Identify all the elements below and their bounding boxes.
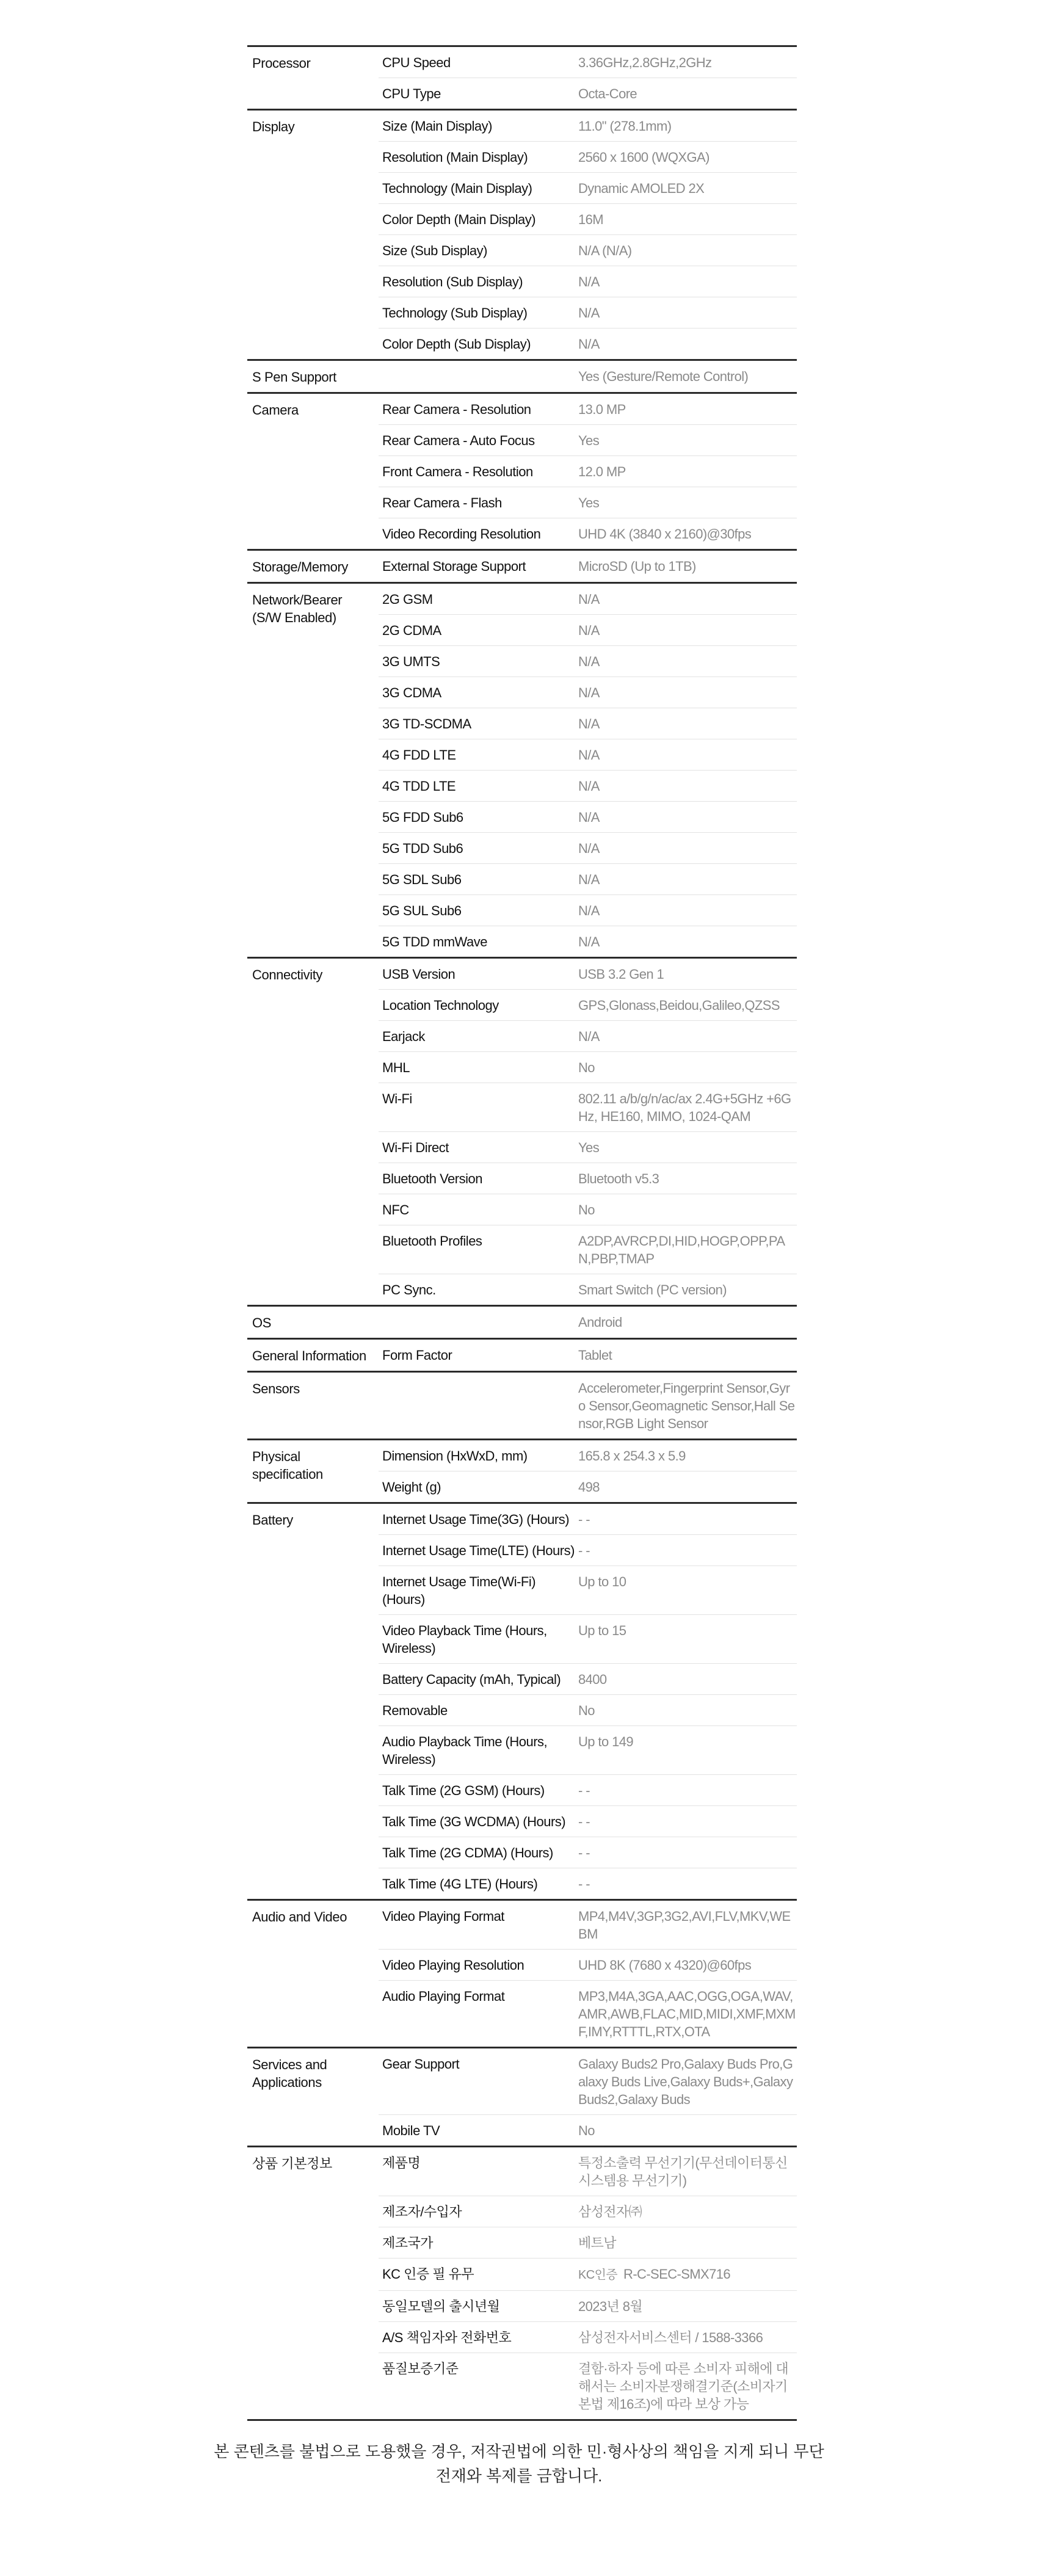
section-rows	[379, 2147, 797, 2419]
spec-row	[379, 424, 797, 455]
spec-row	[379, 455, 797, 487]
spec-label: Audio Playing Format	[382, 1989, 505, 2004]
spec-value: N/A	[578, 654, 600, 669]
spec-value: - -	[578, 1543, 590, 1558]
section-rows	[379, 584, 797, 957]
spec-value: N/A	[578, 903, 600, 918]
spec-label: CPU Speed	[382, 55, 451, 70]
spec-row	[379, 1083, 797, 1131]
spec-value: Accelerometer,Fingerprint Sensor,Gyro Sensor,Geomagnetic Sensor,Hall Sensor,RGB Light Sensor	[578, 1381, 795, 1431]
spec-value: 16M	[578, 212, 603, 227]
section-title: Sensors	[252, 1381, 300, 1396]
spec-section	[247, 549, 797, 582]
spec-label: Size (Main Display)	[382, 118, 492, 134]
section-rows	[379, 361, 797, 392]
spec-label: USB Version	[382, 967, 455, 982]
spec-value: MicroSD (Up to 1TB)	[578, 559, 696, 574]
spec-value: N/A	[578, 623, 600, 638]
spec-value: N/A	[578, 841, 600, 856]
spec-label: Wi-Fi	[382, 1091, 412, 1106]
spec-label: Internet Usage Time(3G) (Hours)	[382, 1512, 570, 1527]
spec-row	[379, 1901, 797, 1949]
spec-label: 품질보증기준	[382, 2361, 459, 2376]
table-bottom-border	[247, 2419, 797, 2421]
spec-value: - -	[578, 1783, 590, 1798]
spec-row	[379, 1980, 797, 2047]
spec-row	[379, 1440, 797, 1471]
spec-value: No	[578, 1202, 595, 1217]
spec-label: 5G TDD Sub6	[382, 841, 463, 856]
spec-value: 13.0 MP	[578, 402, 626, 417]
spec-value: 11.0" (278.1mm)	[578, 118, 672, 134]
spec-row	[379, 832, 797, 863]
spec-value: N/A	[578, 274, 600, 289]
spec-label: 5G SUL Sub6	[382, 903, 462, 918]
spec-label: Talk Time (4G LTE) (Hours)	[382, 1876, 538, 1892]
copyright-notice	[183, 2439, 855, 2506]
spec-row	[379, 1725, 797, 1774]
spec-label: NFC	[382, 1202, 409, 1217]
spec-value: Yes	[578, 1140, 600, 1155]
spec-label: Video Playing Resolution	[382, 1957, 524, 1973]
spec-row	[379, 1837, 797, 1868]
spec-value: 결함·하자 등에 따른 소비자 피해에 대해서는 소비자분쟁해결기준(소비자기본법 제16조)에 따라 보상 가능	[578, 2361, 789, 2412]
spec-value: GPS,Glonass,Beidou,Galileo,QZSS	[578, 998, 780, 1013]
spec-row	[379, 1373, 797, 1439]
spec-row	[379, 2147, 797, 2196]
spec-row	[379, 1614, 797, 1663]
spec-row	[379, 1949, 797, 1980]
spec-label: 제조국가	[382, 2235, 434, 2251]
spec-value: UHD 8K (7680 x 4320)@60fps	[578, 1957, 752, 1973]
section-title: S Pen Support	[252, 369, 336, 385]
spec-section	[247, 1305, 797, 1338]
spec-row	[379, 203, 797, 234]
spec-label: 4G FDD LTE	[382, 747, 456, 763]
section-title: Camera	[252, 402, 299, 418]
spec-label: Resolution (Sub Display)	[382, 274, 523, 289]
spec-label: PC Sync.	[382, 1282, 436, 1297]
spec-row	[379, 614, 797, 645]
spec-row	[379, 141, 797, 172]
spec-row	[379, 394, 797, 424]
spec-label: 동일모델의 출시년월	[382, 2299, 500, 2314]
spec-label: 제품명	[382, 2155, 421, 2171]
spec-row	[379, 1471, 797, 1502]
spec-row	[379, 1663, 797, 1694]
spec-label: MHL	[382, 1060, 410, 1075]
spec-value: 498	[578, 1479, 600, 1495]
spec-value: N/A	[578, 716, 600, 731]
kc-prefix-text: KC인증	[578, 2268, 618, 2282]
spec-row	[379, 1694, 797, 1725]
spec-row	[379, 739, 797, 770]
spec-row	[379, 2321, 797, 2353]
spec-row	[379, 234, 797, 266]
spec-label: Audio Playback Time (Hours, Wireless)	[382, 1734, 548, 1767]
spec-label: Video Recording Resolution	[382, 526, 541, 542]
spec-value: - -	[578, 1876, 590, 1892]
spec-section	[247, 1899, 797, 2047]
spec-row	[379, 894, 797, 926]
spec-value: N/A	[578, 305, 600, 321]
spec-value: Yes	[578, 433, 600, 448]
section-rows	[379, 1307, 797, 1338]
spec-label: Weight (g)	[382, 1479, 441, 1495]
spec-label: Removable	[382, 1703, 448, 1718]
section-rows	[379, 2048, 797, 2146]
spec-label: 5G TDD mmWave	[382, 934, 487, 949]
spec-section	[247, 359, 797, 392]
spec-value: MP3,M4A,3GA,AAC,OGG,OGA,WAV,AMR,AWB,FLAC,MID,MIDI,XMF,MXMF,IMY,RTTTL,RTX,OTA	[578, 1989, 796, 2039]
spec-label: A/S 책임자와 전화번호	[382, 2330, 512, 2345]
spec-value: - -	[578, 1845, 590, 1860]
spec-row	[379, 1774, 797, 1805]
spec-row	[379, 78, 797, 109]
spec-value: N/A	[578, 810, 600, 825]
spec-label: Size (Sub Display)	[382, 243, 487, 258]
spec-value: N/A	[578, 685, 600, 700]
spec-value: N/A	[578, 1029, 600, 1044]
spec-label: Color Depth (Main Display)	[382, 212, 536, 227]
spec-value: - -	[578, 1814, 590, 1829]
spec-row	[379, 361, 797, 391]
spec-row	[379, 1274, 797, 1305]
spec-label: 제조자/수입자	[382, 2204, 462, 2219]
spec-row	[379, 801, 797, 832]
spec-row	[379, 2048, 797, 2114]
spec-label: Internet Usage Time(LTE) (Hours)	[382, 1543, 575, 1558]
spec-row	[379, 708, 797, 739]
spec-value: 베트남	[578, 2235, 616, 2251]
spec-row	[379, 677, 797, 708]
copyright-line-1: 본 콘텐츠를 불법으로 도용했을 경우, 저작권법에 의한 민·형사상의 책임을 지게 되니 무단	[214, 2442, 824, 2461]
spec-row	[379, 47, 797, 78]
spec-row	[379, 1504, 797, 1534]
spec-row	[379, 2196, 797, 2227]
spec-value: No	[578, 1060, 595, 1075]
spec-label: Rear Camera - Resolution	[382, 402, 531, 417]
section-rows	[379, 551, 797, 582]
spec-label: Dimension (HxWxD, mm)	[382, 1448, 528, 1464]
spec-label: 4G TDD LTE	[382, 778, 456, 794]
spec-label: KC 인증 필 유무	[382, 2266, 474, 2282]
spec-label: Bluetooth Profiles	[382, 1233, 482, 1249]
spec-section	[247, 2047, 797, 2146]
spec-label: 5G SDL Sub6	[382, 872, 462, 887]
spec-label: 2G GSM	[382, 592, 433, 607]
spec-row	[379, 518, 797, 549]
spec-label: Bluetooth Version	[382, 1171, 482, 1186]
spec-label: Video Playing Format	[382, 1909, 504, 1924]
spec-value: 삼성전자서비스센터 / 1588-3366	[578, 2330, 763, 2345]
spec-value: N/A	[578, 934, 600, 949]
spec-value: N/A	[578, 747, 600, 763]
spec-section	[247, 2146, 797, 2419]
spec-label: Rear Camera - Auto Focus	[382, 433, 535, 448]
spec-value: N/A	[578, 592, 600, 607]
spec-value: A2DP,AVRCP,DI,HID,HOGP,OPP,PAN,PBP,TMAP	[578, 1233, 785, 1266]
spec-value: Up to 149	[578, 1734, 634, 1749]
spec-value: Yes	[578, 495, 600, 510]
spec-row	[379, 111, 797, 141]
spec-row	[379, 584, 797, 614]
spec-value: No	[578, 2123, 595, 2138]
spec-value: 2560 x 1600 (WQXGA)	[578, 150, 710, 165]
spec-value: 165.8 x 254.3 x 5.9	[578, 1448, 686, 1464]
section-title: Connectivity	[252, 967, 323, 982]
spec-row	[379, 989, 797, 1020]
spec-row	[379, 1194, 797, 1225]
spec-row	[379, 2353, 797, 2419]
spec-label: Talk Time (2G CDMA) (Hours)	[382, 1845, 553, 1860]
spec-value: Galaxy Buds2 Pro,Galaxy Buds Pro,Galaxy Buds Live,Galaxy Buds+,Galaxy Buds2,Galaxy Buds	[578, 2056, 793, 2107]
spec-label: Battery Capacity (mAh, Typical)	[382, 1672, 561, 1687]
spec-label: Gear Support	[382, 2056, 460, 2072]
spec-label: Resolution (Main Display)	[382, 150, 528, 165]
section-title: Physical specification	[252, 1449, 323, 1482]
spec-row	[379, 1225, 797, 1274]
spec-label: Mobile TV	[382, 2123, 440, 2138]
spec-value: USB 3.2 Gen 1	[578, 967, 664, 982]
spec-value: Yes (Gesture/Remote Control)	[578, 369, 749, 384]
spec-value: 3.36GHz,2.8GHz,2GHz	[578, 55, 712, 70]
spec-value: Bluetooth v5.3	[578, 1171, 659, 1186]
spec-label: Wi-Fi Direct	[382, 1140, 449, 1155]
spec-row	[379, 1163, 797, 1194]
spec-row	[379, 645, 797, 677]
spec-value: - -	[578, 1512, 590, 1527]
spec-value: 2023년 8월	[578, 2299, 642, 2314]
spec-label: Talk Time (2G GSM) (Hours)	[382, 1783, 545, 1798]
spec-row	[379, 863, 797, 894]
section-rows	[379, 111, 797, 359]
section-rows	[379, 1340, 797, 1371]
spec-label: Talk Time (3G WCDMA) (Hours)	[382, 1814, 566, 1829]
spec-section	[247, 957, 797, 1305]
spec-label: Technology (Sub Display)	[382, 305, 528, 321]
spec-label: Video Playback Time (Hours, Wireless)	[382, 1623, 547, 1656]
section-title: OS	[252, 1315, 271, 1330]
spec-value: N/A	[578, 872, 600, 887]
spec-row	[379, 2114, 797, 2146]
spec-section	[247, 109, 797, 359]
spec-row	[379, 328, 797, 359]
spec-value: Dynamic AMOLED 2X	[578, 181, 705, 196]
spec-label: Color Depth (Sub Display)	[382, 336, 531, 352]
spec-value: N/A (N/A)	[578, 243, 632, 258]
spec-value: N/A	[578, 778, 600, 794]
spec-row	[379, 1805, 797, 1837]
section-rows	[379, 1901, 797, 2047]
spec-section	[247, 1502, 797, 1899]
spec-value: MP4,M4V,3GP,3G2,AVI,FLV,MKV,WEBM	[578, 1909, 791, 1942]
spec-row	[379, 1868, 797, 1899]
spec-value: Android	[578, 1315, 622, 1330]
spec-label: 2G CDMA	[382, 623, 441, 638]
spec-label: Location Technology	[382, 998, 499, 1013]
section-rows	[379, 1440, 797, 1502]
spec-section	[247, 45, 797, 109]
spec-label: 3G CDMA	[382, 685, 441, 700]
spec-value: 8400	[578, 1672, 607, 1687]
spec-row	[379, 1307, 797, 1337]
section-rows	[379, 959, 797, 1305]
section-rows	[379, 1373, 797, 1439]
spec-row	[379, 551, 797, 581]
section-title: General Information	[252, 1348, 366, 1363]
spec-row	[379, 172, 797, 203]
section-title: Services and Applications	[252, 2057, 327, 2090]
spec-value: 802.11 a/b/g/n/ac/ax 2.4G+5GHz +6GHz, HE160, MIMO, 1024-QAM	[578, 1091, 791, 1124]
section-rows	[379, 1504, 797, 1899]
spec-label	[379, 1307, 577, 1337]
spec-value: 삼성전자㈜	[578, 2204, 642, 2219]
spec-value: UHD 4K (3840 x 2160)@30fps	[578, 526, 752, 542]
spec-value: 특정소출력 무선기기(무선데이터통신시스템용 무선기기)	[578, 2155, 788, 2188]
spec-value: Tablet	[578, 1348, 612, 1363]
spec-label: Internet Usage Time(Wi-Fi) (Hours)	[382, 1574, 536, 1607]
spec-value: 12.0 MP	[578, 464, 626, 479]
spec-label	[379, 361, 577, 391]
spec-section	[247, 392, 797, 549]
spec-section	[247, 1338, 797, 1371]
section-title: Battery	[252, 1512, 293, 1528]
spec-label: Technology (Main Display)	[382, 181, 532, 196]
spec-row	[379, 1534, 797, 1566]
section-title: Storage/Memory	[252, 559, 349, 575]
spec-row	[379, 487, 797, 518]
section-title: Display	[252, 119, 295, 134]
spec-row	[379, 1566, 797, 1614]
spec-value	[577, 2259, 797, 2290]
spec-value: No	[578, 1703, 595, 1718]
spec-row	[379, 1131, 797, 1163]
section-title: Audio and Video	[252, 1909, 347, 1925]
spec-section	[247, 1439, 797, 1502]
section-rows	[379, 394, 797, 549]
kc-number: R-C-SEC-SMX716	[623, 2266, 731, 2282]
spec-label: Rear Camera - Flash	[382, 495, 502, 510]
spec-table	[247, 45, 797, 2421]
spec-section	[247, 1371, 797, 1439]
spec-row	[379, 770, 797, 801]
section-title: Processor	[252, 56, 311, 71]
spec-label: Form Factor	[382, 1348, 452, 1363]
spec-label: Earjack	[382, 1029, 425, 1044]
spec-value: N/A	[578, 336, 600, 352]
spec-label: External Storage Support	[382, 559, 526, 574]
spec-row	[379, 2258, 797, 2290]
spec-label: 5G FDD Sub6	[382, 810, 463, 825]
spec-label	[379, 1373, 577, 1439]
spec-row	[379, 297, 797, 328]
spec-value: Up to 15	[578, 1623, 626, 1638]
copyright-line-2: 전재와 복제를 금합니다.	[435, 2467, 603, 2485]
spec-value: Octa-Core	[578, 86, 637, 101]
section-title: 상품 기본정보	[252, 2156, 332, 2171]
spec-row	[379, 1020, 797, 1051]
spec-value: Smart Switch (PC version)	[578, 1282, 727, 1297]
section-rows	[379, 47, 797, 109]
spec-label: 3G TD-SCDMA	[382, 716, 471, 731]
spec-row	[379, 926, 797, 957]
spec-row	[379, 1340, 797, 1370]
spec-section	[247, 582, 797, 957]
spec-row	[379, 266, 797, 297]
section-title: Network/Bearer (S/W Enabled)	[252, 592, 343, 625]
spec-row	[379, 959, 797, 989]
spec-label: 3G UMTS	[382, 654, 440, 669]
spec-label: CPU Type	[382, 86, 441, 101]
spec-value: Up to 10	[578, 1574, 626, 1589]
spec-label: Front Camera - Resolution	[382, 464, 533, 479]
spec-row	[379, 2290, 797, 2321]
spec-row	[379, 1051, 797, 1083]
spec-row	[379, 2227, 797, 2258]
